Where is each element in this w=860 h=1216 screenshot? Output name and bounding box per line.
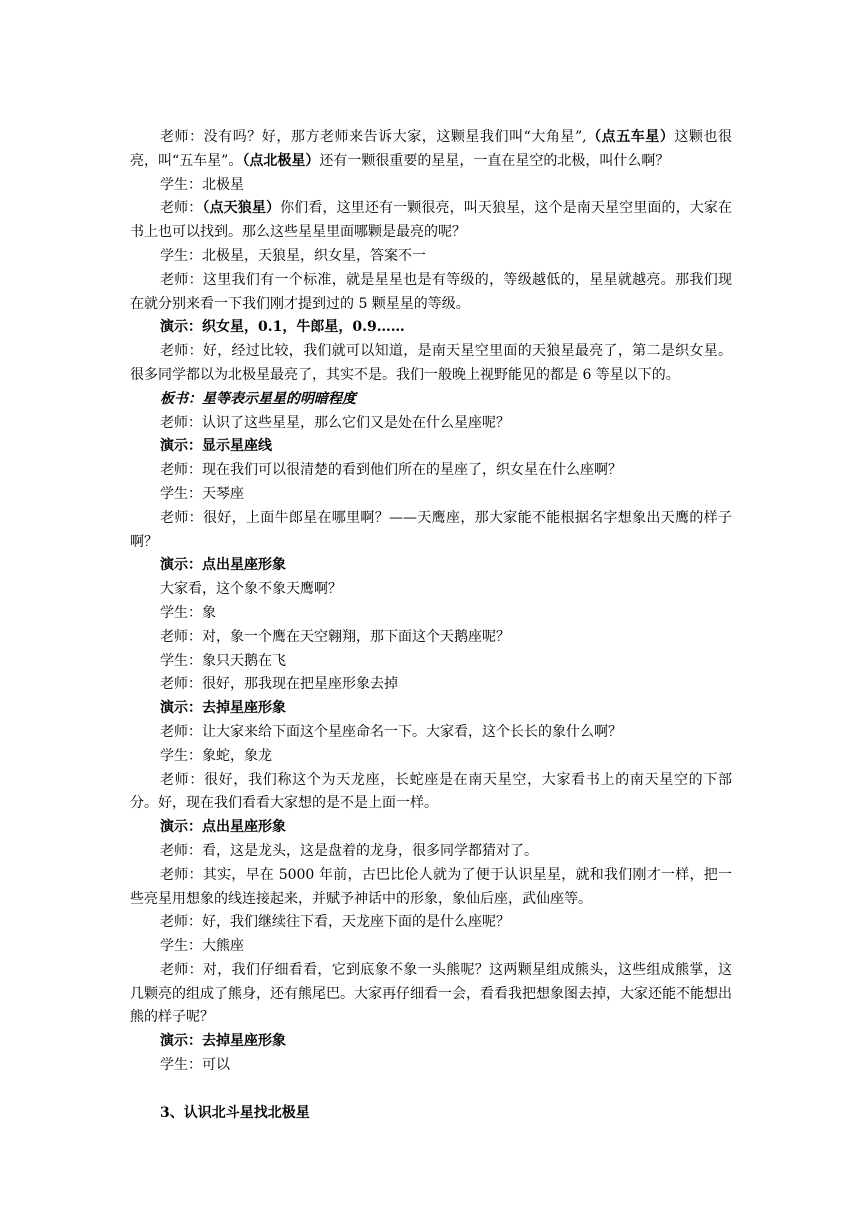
paragraph-student: 学生：象 xyxy=(160,604,216,621)
paragraph-teacher-1: 老师：没有吗？好，那方老师来告诉大家，这颗星我们叫“大角星”,（点五车星）这颗也很亮，叫“五车星”。（点北极星）还有一颗很重要的星星，一直在星空的北极，叫什么啊？ xyxy=(130,129,733,169)
paragraph-student: 学生：天琴座 xyxy=(160,485,244,502)
paragraph-teacher: 老师：其实，早在 5000 年前，古巴比伦人就为了便于认识星星，就和我们刚才一样，把一些亮星用想象的线连接起来，并赋予神话中的形象，象仙后座，武仙座等。 xyxy=(130,866,732,907)
stage-direction: （点五车星） xyxy=(586,129,675,145)
paragraph-teacher: 老师：对，我们仔细看看，它到底象不象一头熊呢？这两颗星组成熊头，这些组成熊掌，这几颗亮的组成了熊身，还有熊尾巴。大家再仔细看一会，看看我把想象图去掉，大家还能不能想出熊的样子呢？ xyxy=(130,961,732,1026)
paragraph-board: 板书：星等表示星星的明暗程度 xyxy=(160,390,356,407)
paragraph-teacher: 老师：现在我们可以很清楚的看到他们所在的星座了，织女星在什么座啊？ xyxy=(160,462,622,479)
paragraph-demo: 演示：去掉星座形象 xyxy=(160,700,286,717)
paragraph-teacher-2: 老师：（点天狼星）你们看，这里还有一颗很亮，叫天狼星，这个是南天星空里面的，大家在书上也可以找到。那么这些星星里面哪颗是最亮的呢？ xyxy=(130,200,732,241)
paragraph-teacher: 老师：认识了这些星星，那么它们又是处在什么星座呢？ xyxy=(160,414,510,431)
paragraph-teacher: 老师：看，这是龙头，这是盘着的龙身，很多同学都猜对了。 xyxy=(160,842,538,859)
section-heading: 3、认识北斗星找北极星 xyxy=(160,1104,310,1121)
paragraph-teacher: 老师：好，我们继续往下看，天龙座下面的是什么座呢？ xyxy=(160,914,510,931)
paragraph-student: 学生：象只天鹅在飞 xyxy=(160,652,286,669)
paragraph-teacher: 老师：这里我们有一个标准，就是星星也是有等级的，等级越低的，星星就越亮。那我们现在就分别来看一下我们刚才提到过的 5 颗星星的等级。 xyxy=(130,271,732,312)
paragraph-demo: 演示：点出星座形象 xyxy=(160,557,286,574)
stage-direction: （点天狼星） xyxy=(202,200,281,217)
paragraph-text: 大家看，这个象不象天鹰啊？ xyxy=(160,581,342,598)
paragraph-demo: 演示：去掉星座形象 xyxy=(160,1033,286,1050)
paragraph-student: 学生：大熊座 xyxy=(160,938,244,955)
paragraph-teacher: 老师：对，象一个鹰在天空翱翔，那下面这个天鹅座呢？ xyxy=(160,628,510,645)
document-page xyxy=(130,126,732,1125)
paragraph-demo: 演示：织女星，0.1，牛郎星，0.9…… xyxy=(160,319,405,336)
paragraph-teacher: 老师：让大家来给下面这个星座命名一下。大家看，这个长长的象什么啊？ xyxy=(160,723,622,740)
paragraph-teacher: 老师：很好，那我现在把星座形象去掉 xyxy=(160,676,398,693)
paragraph-student: 学生：北极星，天狼星，织女星，答案不一 xyxy=(160,247,426,264)
paragraph-teacher: 老师：好，经过比较，我们就可以知道，是南天星空里面的天狼星最亮了，第二是织女星。很多同学都以为北极星最亮了，其实不是。我们一般晚上视野能见的都是 6 等星以下的。 xyxy=(130,343,732,383)
paragraph-student: 学生：北极星 xyxy=(160,176,244,193)
paragraph-teacher: 老师：很好，我们称这个为天龙座，长蛇座是在南天星空，大家看书上的南天星空的下部分。好，现在我们看看大家想的是不是上面一样。 xyxy=(130,771,732,812)
paragraph-demo: 演示：点出星座形象 xyxy=(160,819,286,836)
paragraph-student: 学生：象蛇，象龙 xyxy=(160,747,272,764)
paragraph-student: 学生：可以 xyxy=(160,1057,230,1074)
paragraph-teacher: 老师：很好，上面牛郎星在哪里啊？——天鹰座，那大家能不能根据名字想象出天鹰的样子啊？ xyxy=(130,509,732,550)
paragraph-demo: 演示：显示星座线 xyxy=(160,438,272,455)
stage-direction: （点北极星） xyxy=(242,152,320,169)
